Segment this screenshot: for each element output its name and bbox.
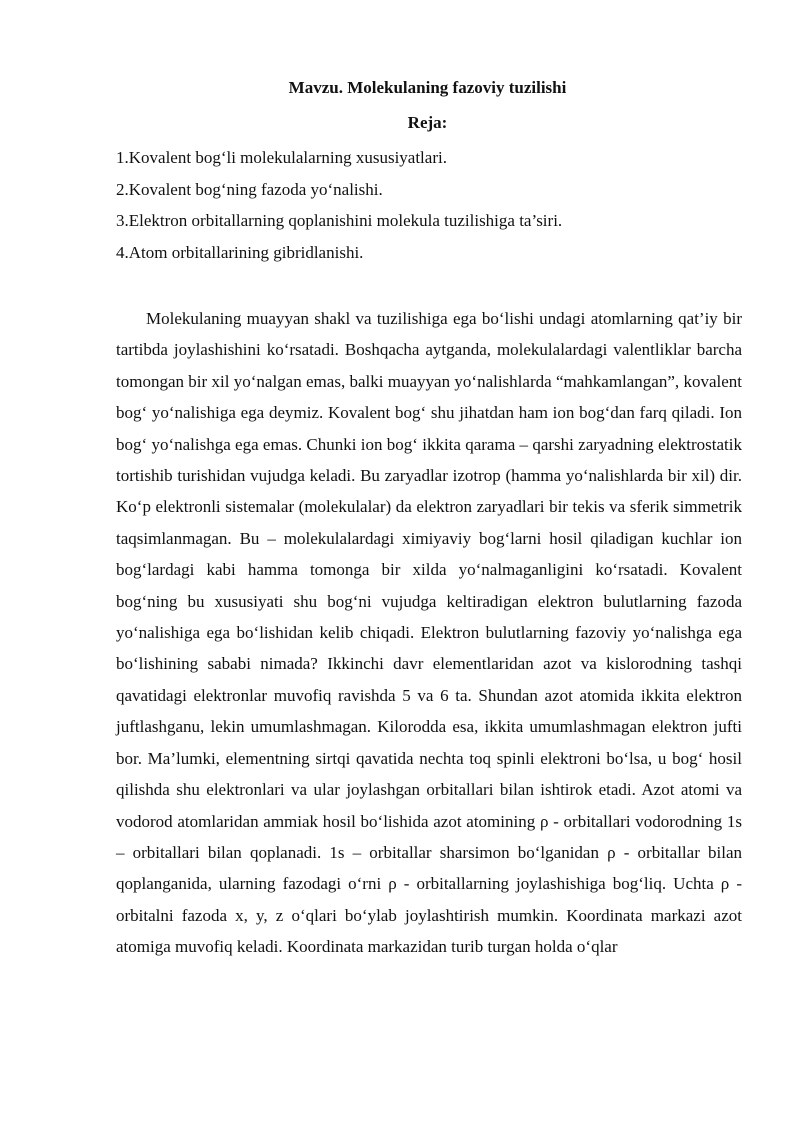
plan-list	[116, 142, 562, 268]
document-title: Mavzu. Molekulaning fazoviy tuzilishi	[288, 78, 567, 97]
plan-item: 2.Kovalent bog‘ning fazoda yo‘nalishi.	[116, 179, 383, 199]
plan-item: 4.Atom orbitallarining gibridlanishi.	[116, 242, 364, 262]
plan-item: 3.Elektron orbitallarning qoplanishini molekula tuzilishiga ta’siri.	[116, 211, 563, 230]
plan-item: 1.Kovalent bog‘li molekulalarning xususiyatlari.	[116, 148, 447, 167]
body-paragraph: Molekulaning muayyan shakl va tuzilishiga ega bo‘lishi undagi atomlarning qat’iy bir tartibda joylashishini ko‘rsatadi. Boshqacha aytganda, molekulalardagi valentliklar barcha tomongan bir xil yo‘nalgan emas, balki muayyan yo‘nalishlarda “mahkamlangan”, kovalent bog‘ yo‘nalishiga ega deymiz. Kovalent bog‘ shu jihatdan ham ion bog‘dan farq qiladi. Ion bog‘ yo‘nalishga ega emas. Chunki ion bog‘ ikkita qarama – qarshi zaryadning elektrostatik tortishib turishidan vujudga keladi. Bu zaryadlar izotrop (hamma yo‘nalishlarda bir xil) dir. Ko‘p elektronli sistemalar (molekulalar) da elektron zaryadlari bir tekis va sferik simmetrik taqsimlanmagan. Bu – molekulalardagi ximiyaviy bog‘larni hosil qiladigan kuchlar ion bog‘lardagi kabi hamma tomonga bir xilda yo‘nalmaganligini ko‘rsatadi. Kovalent bog‘ning bu xususiyati shu bog‘ni vujudga keltiradigan elektron bulutlarning fazoda yo‘nalishiga ega bo‘lishidan kelib chiqadi. Elektron bulutlarning fazoviy yo‘nalishga ega bo‘lishining sababi nimada? Ikkinchi davr elementlaridan azot va kislorodning tashqi qavatidagi elektronlar muvofiq ravishda 5 va 6 ta. Shundan azot atomida ikkita elektron juftlashganu, lekin umumlashmagan. Kilorodda esa, ikkita umumlashmagan elektron jufti bor. Ma’lumki, elementning sirtqi qavatida nechta toq spinli elektroni bo‘lsa, u bog‘ hosil qilishda shu elektronlari va ular joylashgan orbitallari bilan ishtirok etadi. Azot atomi va vodorod atomlaridan ammiak hosil bo‘lishida azot atomining ρ - orbitallari vodorodning 1s – orbitallari bilan qoplanadi. 1s – orbitallar sharsimon bo‘lganidan ρ - orbitallar bilan qoplanganida, ularning fazodagi o‘rni ρ - orbitallarning joylashishiga bog‘liq. Uchta ρ - orbitalni fazoda x, y, z o‘qlari bo‘ylab joylashtirish mumkin. Koordinata markazi azot atomiga muvofiq keladi. Koordinata markazidan turib turgan holda o‘qlar	[116, 309, 742, 957]
plan-heading: Reja:	[407, 113, 448, 132]
